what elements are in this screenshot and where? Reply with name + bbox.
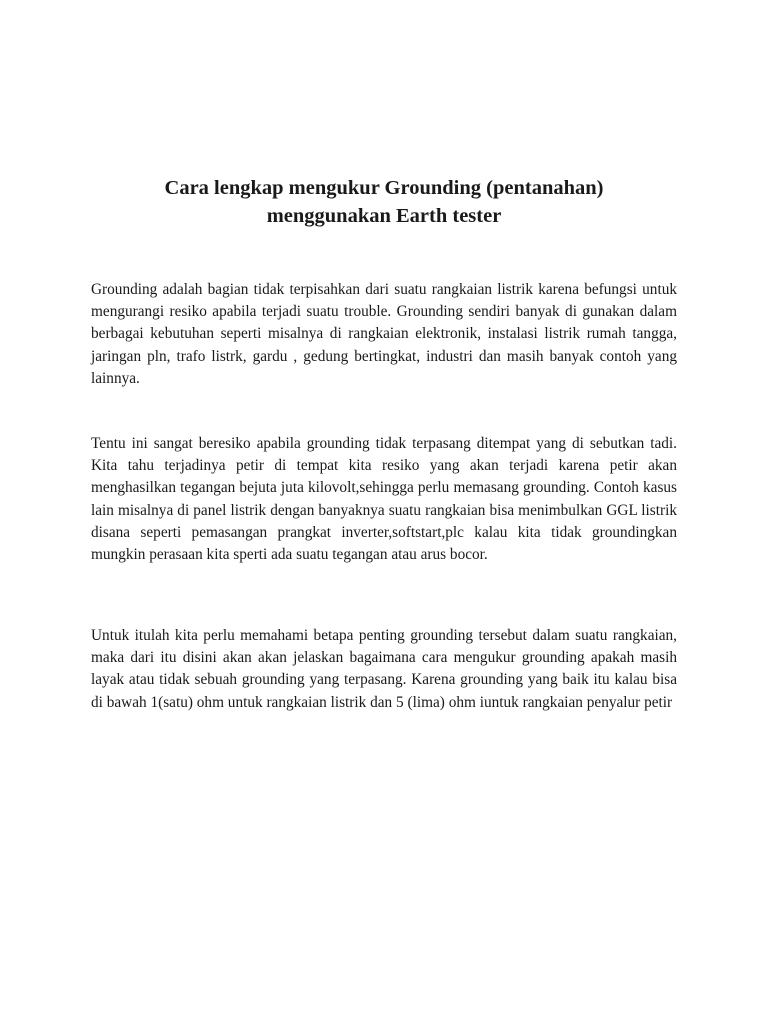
title-line-2: menggunakan Earth tester (266, 205, 502, 227)
paragraph-2: Tentu ini sangat beresiko apabila grounding tidak terpasang ditempat yang di sebutkan tadi. Kita tahu terjadinya petir di tempat kita resiko yang akan terjadi karena petir akan menghasilkan tegangan bejuta juta kilovolt,sehingga perlu memasang grounding. Contoh kasus lain misalnya di panel listrik dengan banyaknya suatu rangkaian bisa menimbulkan GGL listrik disana seperti pemasangan prangkat inverter,softstart,plc kalau kita tidak groundingkan mungkin perasaan kita sperti ada suatu tegangan atau arus bocor. (91, 435, 677, 564)
title-line-1: Cara lengkap mengukur Grounding (pentanahan) (164, 177, 604, 199)
paragraph-3: Untuk itulah kita perlu memahami betapa penting grounding tersebut dalam suatu rangkaian, maka dari itu disini akan akan jelaskan bagaimana cara mengukur grounding apakah masih layak atau tidak sebuah grounding yang terpasang. Karena grounding yang baik itu kalau bisa di bawah 1(satu) ohm untuk rangkaian listrik dan 5 (lima) ohm iuntuk rangkaian penyalur petir (91, 627, 677, 711)
document-title (91, 174, 677, 230)
paragraph-1: Grounding adalah bagian tidak terpisahkan dari suatu rangkaian listrik karena befungsi untuk mengurangi resiko apabila terjadi suatu trouble. Grounding sendiri banyak di gunakan dalam berbagai kebutuhan seperti misalnya di rangkaian elektronik, instalasi listrik rumah tangga, jaringan pln, trafo listrk, gardu , gedung bertingkat, industri dan masih banyak contoh yang lainnya. (91, 281, 677, 387)
